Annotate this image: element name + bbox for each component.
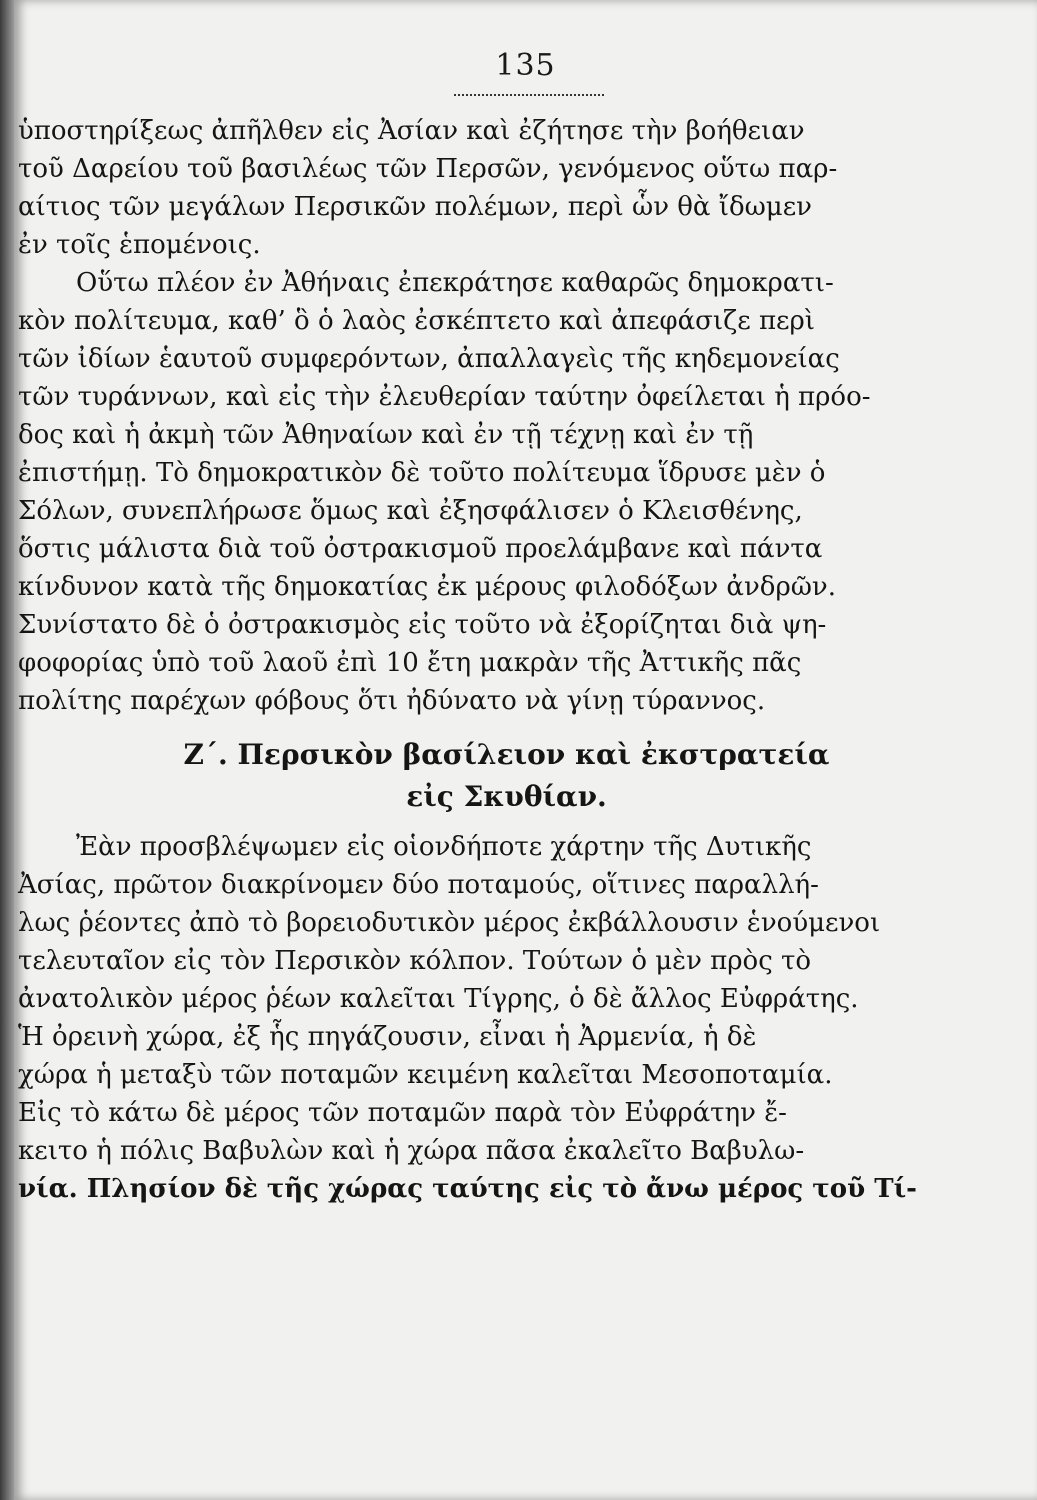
text-line: αίτιος τῶν μεγάλων Περσικῶν πολέμων, περὶ ὧν θὰ ἴδωμεν xyxy=(18,192,812,222)
text-line: δος καὶ ἡ ἀκμὴ τῶν Ἀθηναίων καὶ ἐν τῇ τέχνῃ καὶ ἐν τῇ xyxy=(18,420,754,450)
text-line: ἀνατολικὸν μέρος ῥέων καλεῖται Τίγρης, ὁ δὲ ἄλλος Εὐφράτης. xyxy=(18,984,859,1014)
text-line: Σόλων, συνεπλήρωσε ὅμως καὶ ἐξησφάλισεν ὁ Κλεισθένης, xyxy=(18,496,803,526)
text-line: ἐπιστήμῃ. Τὸ δημοκρατικὸν δὲ τοῦτο πολίτευμα ἵδρυσε μὲν ὁ xyxy=(18,458,826,488)
text-line: Ἡ ὀρεινὴ χώρα, ἐξ ἧς πηγάζουσιν, εἶναι ἡ Ἀρμενία, ἡ δὲ xyxy=(18,1022,757,1052)
text-line: ὅστις μάλιστα διὰ τοῦ ὀστρακισμοῦ προελάμβανε καὶ πάντα xyxy=(18,534,823,564)
text-line: τοῦ Δαρείου τοῦ βασιλέως τῶν Περσῶν, γενόμενος οὕτω παρ- xyxy=(18,154,838,184)
page-number: 135 xyxy=(495,48,556,83)
text-line: κειτο ἡ πόλις Βαβυλὼν καὶ ἡ χώρα πᾶσα ἐκαλεῖτο Βαβυλω- xyxy=(18,1136,805,1166)
text-line: πολίτης παρέχων φόβους ὅτι ἠδύνατο νὰ γίνῃ τύραννος. xyxy=(18,686,766,716)
text-line: Συνίστατο δὲ ὁ ὀστρακισμὸς εἰς τοῦτο νὰ ἐξορίζηται διὰ ψη- xyxy=(18,610,827,640)
text-line: τελευταῖον εἰς τὸν Περσικὸν κόλπον. Τούτων ὁ μὲν πρὸς τὸ xyxy=(18,946,812,976)
book-page xyxy=(14,0,1037,1500)
text-line: Εἰς τὸ κάτω δὲ μέρος τῶν ποταμῶν παρὰ τὸν Εὐφράτην ἔ- xyxy=(18,1098,787,1128)
text-line: Ἀσίας, πρῶτον διακρίνομεν δύο ποταμούς, οἵτινες παραλλή- xyxy=(18,870,819,900)
text-line: ἐν τοῖς ἑπομένοις. xyxy=(18,230,261,260)
paragraph-start-line: Οὕτω πλέον ἐν Ἀθήναις ἐπεκράτησε καθαρῶς δημοκρατι- xyxy=(76,268,834,298)
text-line: χώρα ἡ μεταξὺ τῶν ποταμῶν κειμένη καλεῖται Μεσοποταμία. xyxy=(18,1060,833,1090)
text-line: λως ῥέοντες ἀπὸ τὸ βορειοδυτικὸν μέρος ἐκβάλλουσιν ἑνούμενοι xyxy=(18,908,881,938)
section-heading: Ζ΄. Περσικὸν βασίλειον καὶ ἐκστρατεία xyxy=(183,738,830,771)
text-line: κὸν πολίτευμα, καθ’ ὃ ὁ λαὸς ἐσκέπτετο καὶ ἀπεφάσιζε περὶ xyxy=(18,306,815,336)
text-line: τῶν τυράννων, καὶ εἰς τὴν ἐλευθερίαν ταύτην ὀφείλεται ἡ πρόο- xyxy=(18,382,871,412)
paragraph-start-line: Ἐὰν προσβλέψωμεν εἰς οἱονδήποτε χάρτην τῆς Δυτικῆς xyxy=(76,832,812,862)
text-line: φοφορίας ὑπὸ τοῦ λαοῦ ἐπὶ 10 ἔτη μακρὰν τῆς Ἀττικῆς πᾶς xyxy=(18,648,802,678)
page-number-rule xyxy=(454,88,604,96)
text-line: τῶν ἰδίων ἑαυτοῦ συμφερόντων, ἀπαλλαγεὶς τῆς κηδεμονείας xyxy=(18,344,840,374)
text-line: κίνδυνον κατὰ τῆς δημοκατίας ἐκ μέρους φιλοδόξων ἀνδρῶν. xyxy=(18,572,836,602)
text-line: νία. Πλησίον δὲ τῆς χώρας ταύτης εἰς τὸ ἄνω μέρος τοῦ Τί- xyxy=(18,1174,917,1204)
book-spine-shadow xyxy=(0,0,14,1500)
text-line: ὑποστηρίξεως ἀπῆλθεν εἰς Ἀσίαν καὶ ἐζήτησε τὴν βοήθειαν xyxy=(18,116,805,146)
page-body xyxy=(14,112,999,1208)
section-heading-continued: εἰς Σκυθίαν. xyxy=(406,780,607,813)
